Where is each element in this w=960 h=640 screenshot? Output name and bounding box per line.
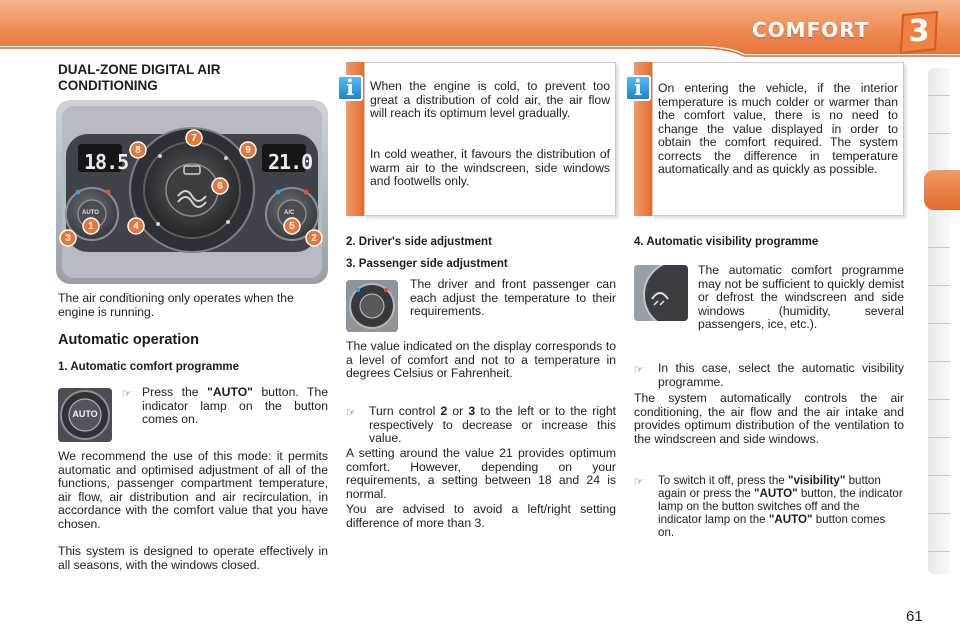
callout-5: 5: [289, 221, 295, 232]
callout-7: 7: [191, 133, 197, 144]
tab-divider: [928, 437, 950, 438]
pointer-icon: ☞: [122, 388, 132, 400]
turn-control-bullet: ☞ Turn control 2 or 3 to the left or to the right respectively to decrease or increase this value.: [346, 404, 617, 445]
auto-button-label: AUTO: [72, 409, 98, 419]
automatic-operation-heading: Automatic operation: [58, 332, 199, 348]
info-box-1-para2: In cold weather, it favours the distribution of warm air to the windscreen, side windows and footwells only.: [370, 147, 610, 188]
header-swoosh: [0, 40, 960, 62]
visibility-button-image: [634, 265, 688, 321]
driver-passenger-text: The driver and front passenger can each adjust the temperature to their requirements.: [410, 277, 616, 318]
setting-text: A setting around the value 21 provides optimum comfort. However, depending on your requirements, a setting between 18 and 24 is normal.: [346, 446, 616, 501]
page-number: 61: [906, 608, 923, 625]
visibility-text: The automatic comfort programme may not be sufficient to quickly demist or defrost the windscreen and side windows (humidity, several passengers, ice, etc.).: [698, 263, 904, 331]
callout-3: 3: [65, 233, 71, 244]
right-temperature-display: 21.0: [268, 150, 313, 174]
info-icon: i: [337, 75, 363, 101]
press-auto-bullet: ☞ Press the "AUTO" button. The indicator lamp on the button comes on.: [122, 385, 329, 426]
tab-divider: [928, 323, 950, 324]
pointer-icon: ☞: [634, 476, 644, 488]
recommend-text: We recommend the use of this mode: it permits automatic and optimised adjustment of all of the functions, passenger compartment temperature, air flow, air distribution and air recirculation, in accordance with the comfort value that you have chosen.: [58, 449, 328, 531]
callout-9: 9: [245, 145, 251, 156]
seasons-text: This system is designed to operate effectively in all seasons, with the windows closed.: [58, 544, 328, 572]
callout-2: 2: [311, 233, 317, 244]
pointer-icon: ☞: [346, 407, 356, 419]
tab-divider: [928, 95, 950, 96]
switch-off-bullet: ☞ To switch it off, press the "visibility" button again or press the "AUTO" button, the indicator lamp on the button switches off and the indicator lamp on the "AUTO" button comes on.: [634, 474, 903, 539]
passenger-side-heading: 3. Passenger side adjustment: [346, 258, 508, 270]
callout-8: 8: [135, 145, 141, 156]
chapter-tab-strip: [928, 68, 950, 574]
display-value-text: The value indicated on the display corresponds to a level of comfort and not to a temperature in degrees Celsius or Fahrenheit.: [346, 339, 616, 380]
tab-divider: [928, 551, 950, 552]
chapter-number: 3: [908, 14, 930, 49]
prog1-heading: 1. Automatic comfort programme: [58, 361, 240, 373]
advise-text: You are advised to avoid a left/right setting difference of more than 3.: [346, 502, 616, 530]
active-chapter-tab[interactable]: [924, 170, 960, 210]
info-box-2-para1: On entering the vehicle, if the interior temperature is much colder or warmer than the comfort value, there is no need to change the value displayed in order to obtain the comfort required. The system corrects the difference in temperature automatically and as quickly as possible.: [658, 81, 898, 176]
tab-divider: [928, 285, 950, 286]
callout-6: 6: [217, 181, 223, 192]
temperature-knob-image: [346, 280, 398, 332]
tab-divider: [928, 475, 950, 476]
tab-divider: [928, 399, 950, 400]
panel-ac-label: A/C: [284, 210, 295, 216]
callout-4: 4: [133, 221, 139, 232]
select-visibility-bullet: ☞ In this case, select the automatic visibility programme.: [634, 361, 904, 389]
section-title: DUAL-ZONE DIGITAL AIR CONDITIONING: [58, 62, 221, 93]
tab-divider: [928, 361, 950, 362]
tab-divider: [928, 513, 950, 514]
page-title: COMFORT: [752, 18, 870, 42]
pointer-icon: ☞: [634, 364, 644, 376]
tab-divider: [928, 247, 950, 248]
info-box-1-para1: When the engine is cold, to prevent too great a distribution of cold air, the air flow will reach its optimum level gradually.: [370, 79, 610, 120]
driver-side-heading: 2. Driver's side adjustment: [346, 236, 492, 248]
system-text: The system automatically controls the air conditioning, the air flow and the air intake and provides optimum distribution of the ventilation to the windscreen and side windows.: [634, 391, 904, 446]
panel-auto-label: AUTO: [82, 210, 99, 216]
callout-1: 1: [88, 221, 94, 232]
intro-text: The air conditioning only operates when the engine is running.: [58, 291, 294, 319]
visibility-heading: 4. Automatic visibility programme: [634, 236, 819, 248]
air-conditioning-panel-image: [56, 100, 328, 284]
left-temperature-display: 18.5: [84, 150, 129, 174]
info-icon: i: [625, 75, 651, 101]
tab-divider: [928, 133, 950, 134]
